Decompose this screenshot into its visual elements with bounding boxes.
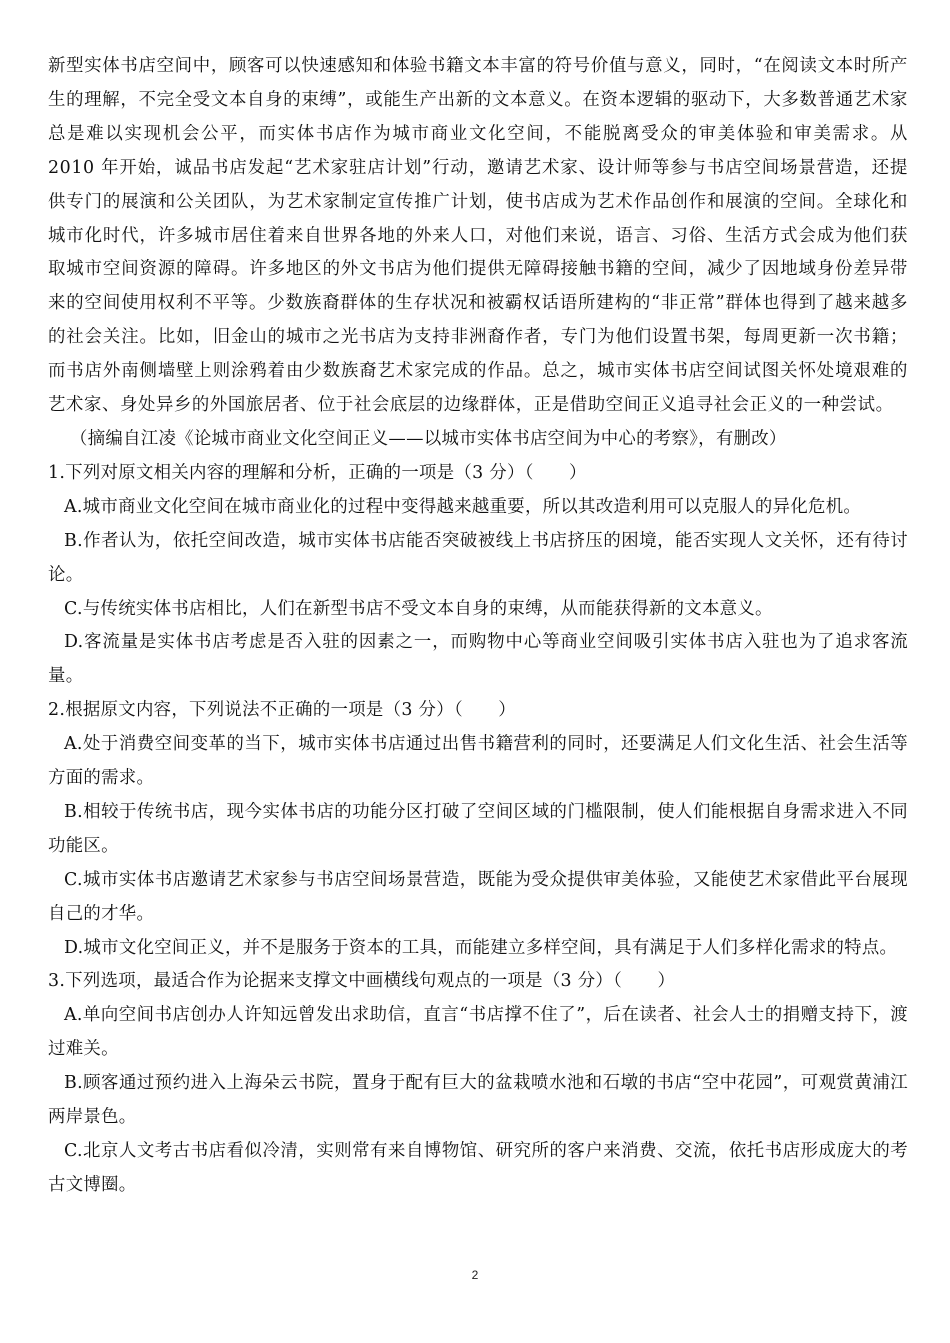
passage-paragraph: 新型实体书店空间中，顾客可以快速感知和体验书籍文本丰富的符号价值与意义，同时，“在阅读文本时所产生的理解，不完全受文本自身的束缚”，或能生产出新的文本意义。在资本逻辑的驱动下，大多数普通艺术家总是难以实现机会公平，而实体书店作为城市商业文化空间，不能脱离受众的审美体验和审美需求。从 2010 年开始，诚品书店发起“艺术家驻店计划”行动，邀请艺术家、设计师等参与书店空间场景营造，还提供专门的展演和公关团队，为艺术家制定宣传推广计划，使书店成为艺术作品创作和展演的空间。全球化和城市化时代，许多城市居住着来自世界各地的外来人口，对他们来说，语言、习俗、生活方式会成为他们获取城市空间资源的障碍。许多地区的外文书店为他们提供无障碍接触书籍的空间，减少了因地域身份差异带来的空间使用权利不平等。少数族裔群体的生存状况和被霸权话语所建构的“非正常”群体也得到了越来越多的社会关注。比如，旧金山的城市之光书店为支持非洲裔作者，专门为他们设置书架，每周更新一次书籍；而书店外南侧墙壁上则涂鸦着由少数族裔艺术家完成的作品。总之，城市实体书店空间试图关怀处境艰难的艺术家、身处异乡的外国旅居者、位于社会底层的边缘群体，正是借助空间正义追寻社会正义的一种尝试。: [48, 56, 908, 416]
option-c: C.北京人文考古书店看似冷清，实则常有来自博物馆、研究所的客户来消费、交流，依托书店形成庞大的考古文博圈。: [48, 1141, 908, 1195]
option-c: C.与传统实体书店相比，人们在新型书店不受文本自身的束缚，从而能获得新的文本意义。: [64, 598, 773, 619]
question-2: [48, 694, 908, 965]
option-a: A.处于消费空间变革的当下，城市实体书店通过出售书籍营利的同时，还要满足人们文化生活、社会生活等方面的需求。: [48, 734, 908, 789]
option-b: B.顾客通过预约进入上海朵云书院，置身于配有巨大的盆栽喷水池和石墩的书店“空中花园”，可观赏黄浦江两岸景色。: [48, 1073, 908, 1128]
question-stem: 3.下列选项，最适合作为论据来支撑文中画横线句观点的一项是（3 分）（ ）: [48, 971, 676, 992]
question-stem: 1.下列对原文相关内容的理解和分析，正确的一项是（3 分）（ ）: [48, 462, 587, 483]
option-a: A.单向空间书店创办人许知远曾发出求助信，直言“书店撑不住了”，后在读者、社会人士的捐赠支持下，渡过难关。: [48, 1005, 908, 1060]
option-d: D.城市文化空间正义，并不是服务于资本的工具，而能建立多样空间，具有满足于人们多样化需求的特点。: [64, 937, 898, 958]
question-stem: 2.根据原文内容，下列说法不正确的一项是（3 分）（ ）: [48, 700, 516, 721]
question-1: [48, 457, 908, 694]
option-c: C.城市实体书店邀请艺术家参与书店空间场景营造，既能为受众提供审美体验，又能使艺术家借此平台展现自己的才华。: [48, 869, 908, 924]
option-b: B.作者认为，依托空间改造，城市实体书店能否突破被线上书店挤压的困境，能否实现人文关怀，还有待讨论。: [48, 530, 908, 585]
question-3: [48, 965, 908, 1202]
page-number: 2: [471, 1268, 479, 1282]
option-a: A.城市商业文化空间在城市商业化的过程中变得越来越重要，所以其改造利用可以克服人的异化危机。: [64, 496, 862, 517]
passage-source-citation: （摘编自江凌《论城市商业文化空间正义——以城市实体书店空间为中心的考察》，有删改）: [70, 428, 787, 449]
option-b: B.相较于传统书店，现今实体书店的功能分区打破了空间区域的门槛限制，使人们能根据自身需求进入不同功能区。: [48, 801, 908, 856]
option-d: D.客流量是实体书店考虑是否入驻的因素之一，而购物中心等商业空间吸引实体书店入驻也为了追求客流量。: [48, 632, 908, 687]
exam-page: [48, 50, 908, 1203]
